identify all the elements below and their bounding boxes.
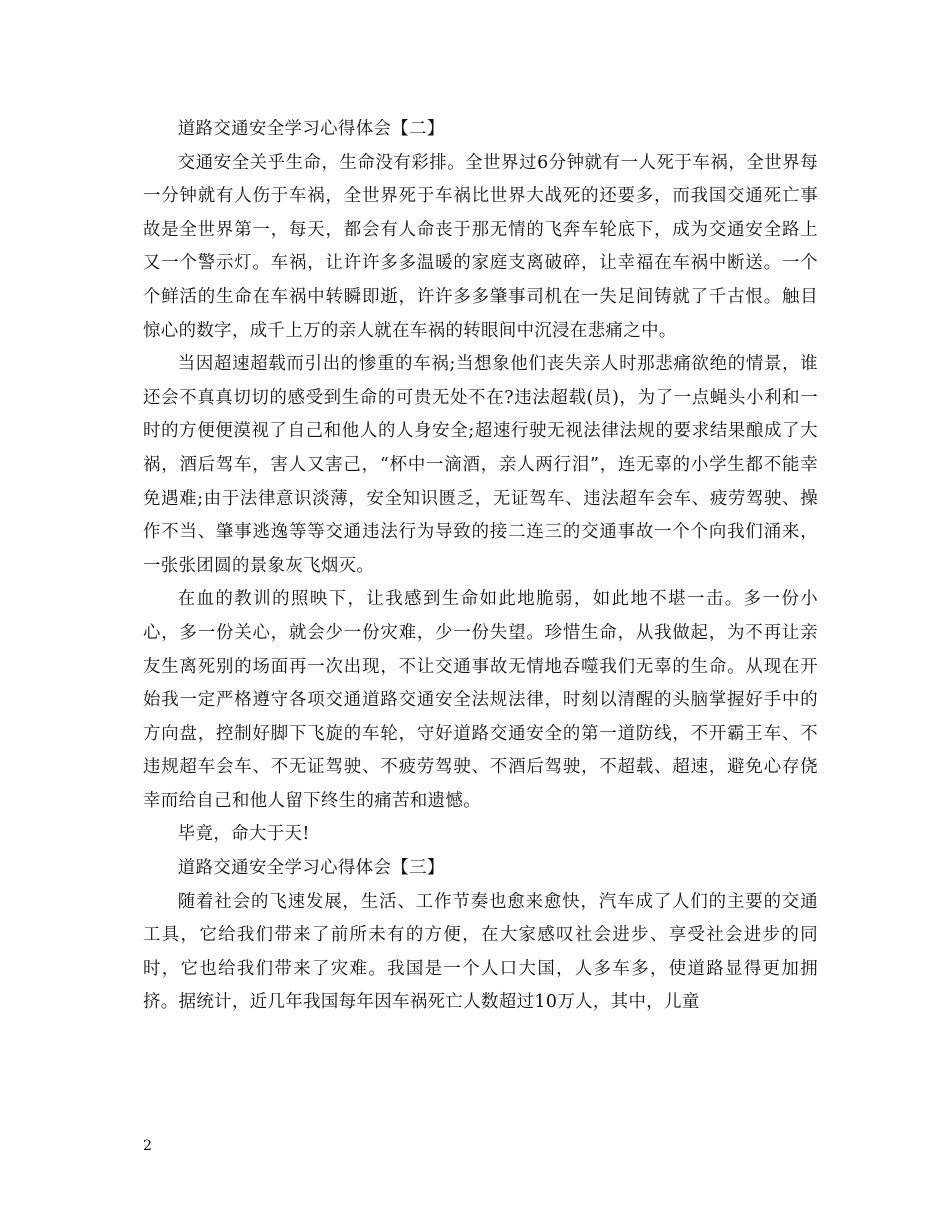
section-heading-2: 道路交通安全学习心得体会【二】: [177, 119, 445, 139]
paragraph: 随着社会的飞速发展，生活、工作节奏也愈来愈快，汽车成了人们的主要的交通工具，它给我们带来了前所未有的方便，在大家感叹社会进步、享受社会进步的同时，它也给我们带来了灾难。我国是一个人口大国，人多车多，使道路显得更加拥挤。据统计，近几年我国每年因车祸死亡人数超过10万人，其中，儿童: [143, 891, 818, 1013]
document-body: [143, 113, 818, 1020]
section-heading-3: 道路交通安全学习心得体会【三】: [177, 858, 445, 879]
paragraph: 在血的教训的照映下，让我感到生命如此地脆弱，如此地不堪一击。多一份小心，多一份关心，就会少一份灾难，少一份失望。珍惜生命，从我做起，为不再让亲友生离死别的场面再一次出现，不让交通事故无情地吞噬我们无辜的生命。从现在开始我一定严格遵守各项交通道路交通安全法规法律，时刻以清醒的头脑掌握好手中的方向盘，控制好脚下飞旋的车轮，守好道路交通安全的第一道防线，不开霸王车、不违规超车会车、不无证驾驶、不疲劳驾驶、不酒后驾驶，不超载、超速，避免心存侥幸而给自己和他人留下终生的痛苦和遗憾。: [143, 589, 818, 811]
page-number: 2: [143, 1138, 152, 1154]
paragraph: 交通安全关乎生命，生命没有彩排。全世界过6分钟就有一人死于车祸，全世界每一分钟就有人伤于车祸，全世界死于车祸比世界大战死的还要多，而我国交通死亡事故是全世界第一，每天，都会有人命丧于那无情的飞奔车轮底下，成为交通安全路上又一个警示灯。车祸，让许许多多温暖的家庭支离破碎，让幸福在车祸中断送。一个个鲜活的生命在车祸中转瞬即逝，许许多多肇事司机在一失足间铸就了千古恨。触目惊心的数字，成千上万的亲人就在车祸的转眼间中沉浸在悲痛之中。: [143, 152, 818, 341]
paragraph: 当因超速超载而引出的惨重的车祸;当想象他们丧失亲人时那悲痛欲绝的情景，谁还会不真真切切的感受到生命的可贵无处不在?违法超载(员)，为了一点蝇头小利和一时的方便便漠视了自己和他人的人身安全;超速行驶无视法律法规的要求结果酿成了大祸，酒后驾车，害人又害己，“杯中一滴酒，亲人两行泪”，连无辜的小学生都不能幸免遇难;由于法律意识淡薄，安全知识匮乏，无证驾车、违法超车会车、疲劳驾驶、操作不当、肇事逃逸等等交通违法行为导致的接二连三的交通事故一个个向我们涌来，一张张团圆的景象灰飞烟灭。: [143, 354, 818, 576]
paragraph: 毕竟，命大于天!: [177, 824, 310, 845]
